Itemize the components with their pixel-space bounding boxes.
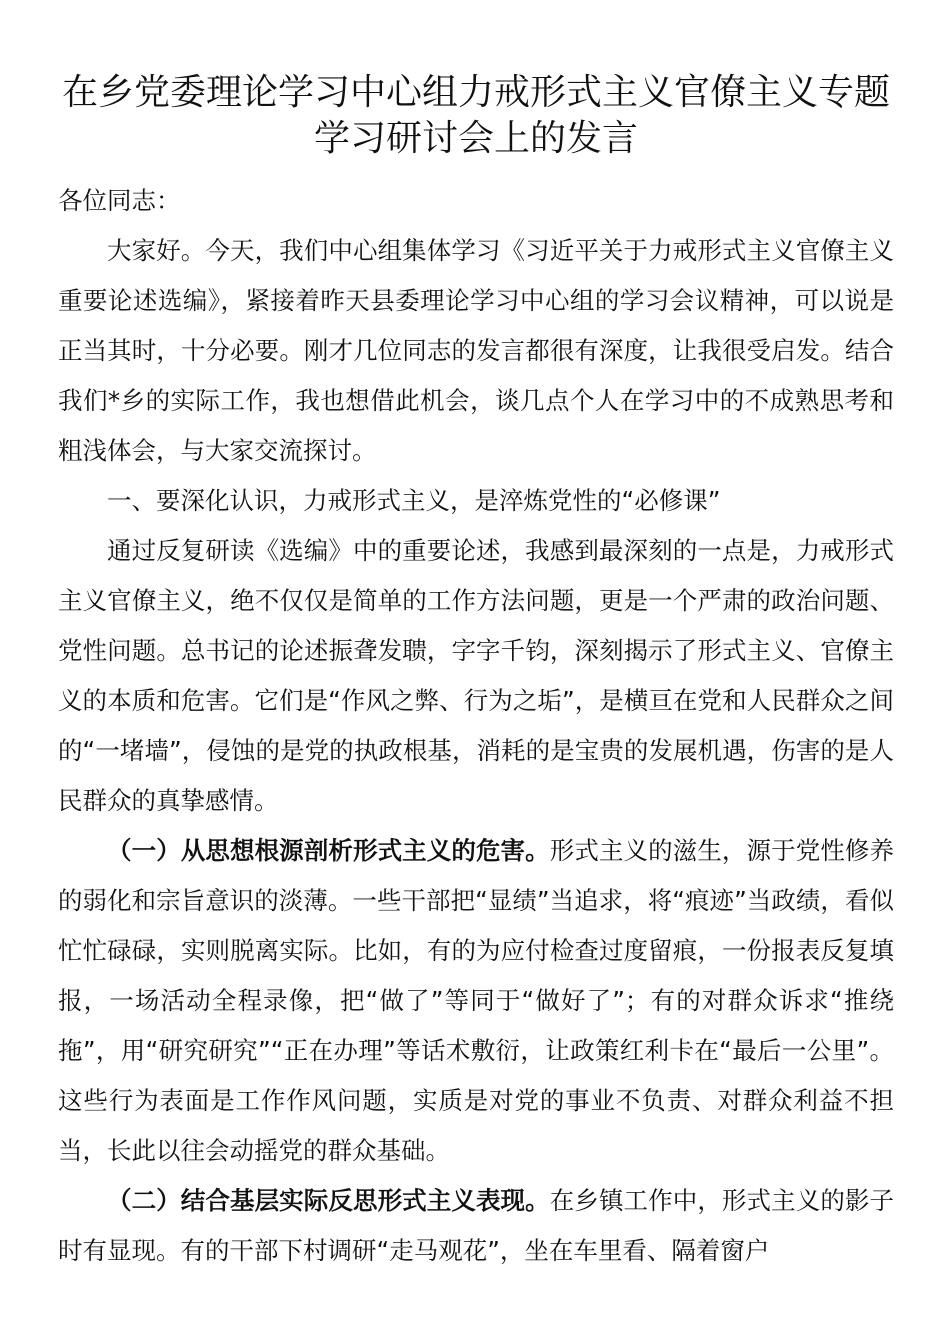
subsection-2-heading: （二）结合基层实际反思形式主义表现。	[107, 1186, 550, 1215]
subsection-1-text: 形式主义的滋生，源于党性修养的弱化和宗旨意识的淡薄。一些干部把“显绩”当追求，将“痕迹”当政绩，看似忙忙碌碌，实则脱离实际。比如，有的为应付检查过度留痕，一份报表反复填报，一场活动全程录像，把“做了”等同于“做好了”；有的对群众诉求“推绕拖”，用“研究研究”“正在办理”等话术敷衍，让政策红利卡在“最后一公里”。这些行为表面是工作作风问题，实质是对党的事业不负责、对群众利益不担当，长此以往会动摇党的群众基础。	[58, 836, 895, 1165]
section-heading-1: 一、要深化认识，力戒形式主义，是淬炼党性的“必修课”	[107, 486, 721, 515]
salutation: 各位同志：	[58, 186, 181, 215]
paragraph-1: 大家好。今天，我们中心组集体学习《习近平关于力戒形式主义官僚主义重要论述选编》，紧接着昨天县委理论学习中心组的学习会议精神，可以说是正当其时，十分必要。刚才几位同志的发言都很有深度，让我很受启发。结合我们*乡的实际工作，我也想借此机会，谈几点个人在学习中的不成熟思考和粗浅体会，与大家交流探讨。	[58, 236, 894, 465]
document-page	[58, 70, 894, 1276]
title-line-1: 在乡党委理论学习中心组力戒形式主义官僚主义专题	[61, 72, 890, 113]
paragraph-2: 通过反复研读《选编》中的重要论述，我感到最深刻的一点是，力戒形式主义官僚主义，绝不仅仅是简单的工作方法问题，更是一个严肃的政治问题、党性问题。总书记的论述振聋发聩，字字千钧，深刻揭示了形式主义、官僚主义的本质和危害。它们是“作风之弊、行为之垢”，是横亘在党和人民群众之间的“一堵墙”，侵蚀的是党的执政根基，消耗的是宝贵的发展机遇，伤害的是人民群众的真挚感情。	[58, 536, 894, 815]
document-title	[58, 70, 894, 162]
title-line-2: 学习研讨会上的发言	[313, 118, 638, 159]
subsection-1	[58, 826, 894, 1176]
subsection-1-heading: （一）从思想根源剖析形式主义的危害。	[107, 836, 550, 865]
subsection-2	[58, 1176, 894, 1276]
subsection-2-text: 在乡镇工作中，形式主义的影子时有显现。有的干部下村调研“走马观花”，坐在车里看、隔着窗户	[58, 1186, 895, 1265]
